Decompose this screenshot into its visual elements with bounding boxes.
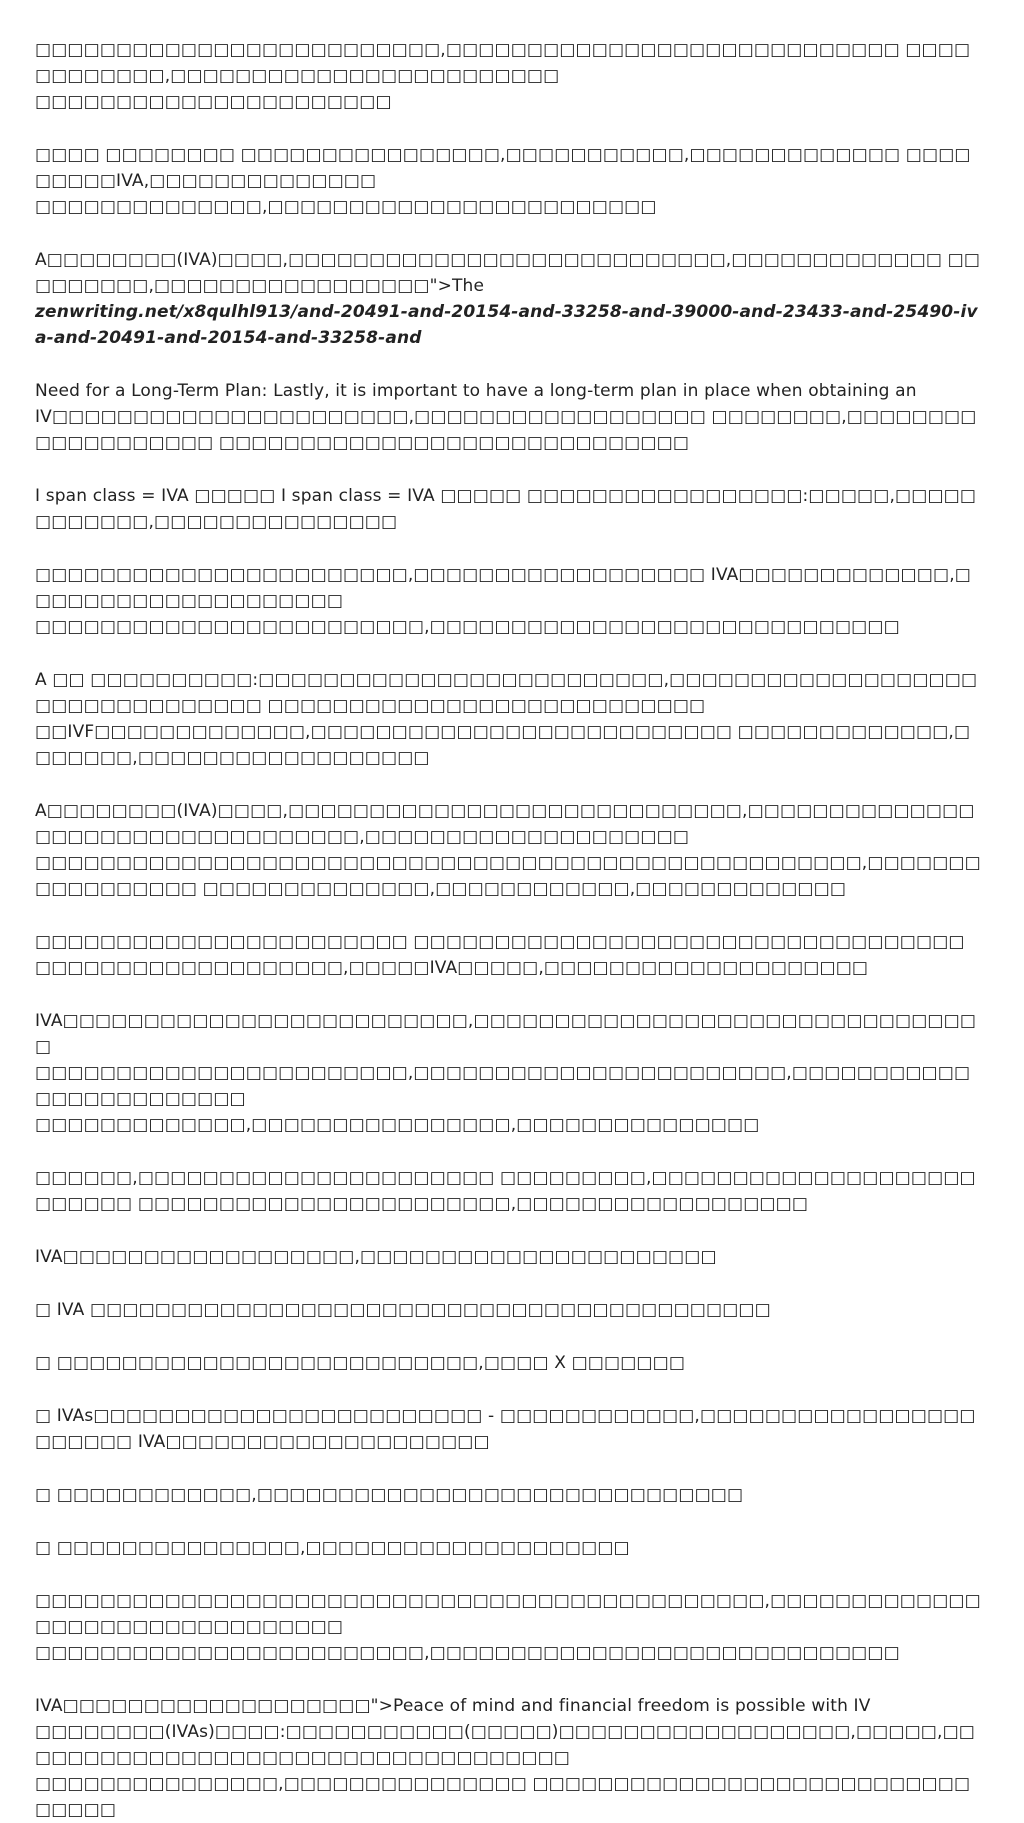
paragraph bbox=[35, 1535, 986, 1561]
paragraph bbox=[35, 1008, 986, 1138]
text-line: A □□ □□□□□□□□□□:□□□□□□□□□□□□□□□□□□□□□□□□□,□□□□□□□□□□□□□□□□□□□□□□□□□□□□□□□□□ □□□□□□□□□□□□□□□□□□□□□□□□□□□ bbox=[35, 670, 978, 716]
text-line: I span class = IVA □□□□□ I span class = IVA □□□□□ □□□□□□□□□□□□□□□□□:□□□□□,□□□□□□□□□□□□,□□□□□□□□□□□□□□□ bbox=[35, 486, 977, 532]
text-line: □□□□□□□□□□□□□□□□□□□□□□□□□□□□□□□□□□□□□□□□□□□□□,□□□□□□□□□□□□□□□□□□□□□□□□□□□□□□□□ bbox=[35, 1591, 981, 1637]
paragraph bbox=[35, 1165, 986, 1217]
paragraph bbox=[35, 798, 986, 902]
paragraph bbox=[35, 37, 986, 115]
text-line: □□□□□□□□□□□□□□□□□□□□□□□□,□□□□□□□□□□□□□□□□□□□□□□□□□□□□□ bbox=[35, 1643, 900, 1663]
paragraph bbox=[35, 483, 986, 535]
paragraph bbox=[35, 1693, 986, 1823]
paragraph bbox=[35, 142, 986, 220]
text-line: □ □□□□□□□□□□□□□□□□□□□□□□□□□□,□□□□ X □□□□□□□ bbox=[35, 1353, 686, 1373]
text-line: □□IVF□□□□□□□□□□□□□,□□□□□□□□□□□□□□□□□□□□□□□□□□ □□□□□□□□□□□□□,□□□□□□□,□□□□□□□□□□□□□□□□□□ bbox=[35, 722, 971, 768]
text-line: □□□□□□□□□□□□□□□□□□□□□□□,□□□□□□□□□□□□□□□□□□ IVA□□□□□□□□□□□□□,□□□□□□□□□□□□□□□□□□□□ bbox=[35, 565, 971, 611]
text-line: □□□□□□□□□□□□□,□□□□□□□□□□□□□□□□,□□□□□□□□□□□□□□□ bbox=[35, 1115, 760, 1135]
text-line: □□□□ □□□□□□□□ □□□□□□□□□□□□□□□□,□□□□□□□□□□□,□□□□□□□□□□□□□ □□□□□□□□□IVA,□□□□□□□□□□□□□□ bbox=[35, 145, 971, 191]
text-line: □□□□□□□□□□□□□□,□□□□□□□□□□□□□□□□□□□□□□□□ bbox=[35, 197, 657, 217]
text-line: □□□□□□□□(IVAs)□□□□:□□□□□□□□□□□(□□□□□)□□□□□□□□□□□□□□□□□□,□□□□□,□□□□□□□□□□□□□□□□□□□□□□□□□□□□□□□□□□□ bbox=[35, 1722, 975, 1768]
text-line: A□□□□□□□□(IVA)□□□□,□□□□□□□□□□□□□□□□□□□□□□□□□□□□,□□□□□□□□□□□□□□ □□□□□□□□□□□□□□□□□□□□,□□□□□□□□□□□□□□□□□□□□ bbox=[35, 801, 975, 847]
text-line: □□□□□□,□□□□□□□□□□□□□□□□□□□□□□ □□□□□□□□□,□□□□□□□□□□□□□□□□□□□□□□□□□□ □□□□□□□□□□□□□□□□□□□□□□□,□□□□□□□□□□□□□□□□□□ bbox=[35, 1168, 976, 1214]
text-line: IVA□□□□□□□□□□□□□□□□□□,□□□□□□□□□□□□□□□□□□□□□□ bbox=[35, 1247, 717, 1267]
url-link[interactable]: zenwriting.net/x8qulhl913/and-20491-and-20154-and-33258-and-39000-and-23433-and-25490-iva-and-20491-and-20154-and-33258-and bbox=[35, 302, 978, 348]
paragraph bbox=[35, 1403, 986, 1455]
text-line: □ □□□□□□□□□□□□,□□□□□□□□□□□□□□□□□□□□□□□□□□□□□□ bbox=[35, 1485, 744, 1505]
paragraph bbox=[35, 562, 986, 640]
paragraph bbox=[35, 1244, 986, 1270]
text-line: □ □□□□□□□□□□□□□□□,□□□□□□□□□□□□□□□□□□□□ bbox=[35, 1538, 630, 1558]
paragraph bbox=[35, 1482, 986, 1508]
paragraph bbox=[35, 1588, 986, 1666]
paragraph bbox=[35, 929, 986, 981]
text-line: IVA□□□□□□□□□□□□□□□□□□□">Peace of mind and financial freedom is possible with IV bbox=[35, 1696, 871, 1716]
text-line: □□□□□□□□□□□□□□□□□□□□□□□ □□□□□□□□□□□□□□□□□□□□□□□□□□□□□□□□□□ □□□□□□□□□□□□□□□□□□□,□□□□□IVA□□□□□,□□□□□□□□□□□□□□□□□□□□ bbox=[35, 932, 965, 978]
text-line: □□□□□□□□□□□□□□□,□□□□□□□□□□□□□□□ □□□□□□□□□□□□□□□□□□□□□□□□□□□□□□□□ bbox=[35, 1774, 971, 1820]
paragraph bbox=[35, 247, 986, 351]
text-line: □□□□□□□□□□□□□□□□□□□□□□ bbox=[35, 92, 392, 112]
text-line: □□□□□□□□□□□□□□□□□□□□□□□□,□□□□□□□□□□□□□□□□□□□□□□□□□□□□□ bbox=[35, 617, 900, 637]
text-line: Need for a Long-Term Plan: Lastly, it is important to have a long-term plan in place when obtaining an bbox=[35, 381, 917, 401]
text-line: □□□□□□□□□□□□□□□□□□□□□□□,□□□□□□□□□□□□□□□□□□□□□□□,□□□□□□□□□□□□□□□□□□□□□□□□ bbox=[35, 1063, 971, 1109]
paragraph bbox=[35, 1297, 986, 1323]
paragraph bbox=[35, 378, 986, 456]
text-line: □ IVAs□□□□□□□□□□□□□□□□□□□□□□□□ - □□□□□□□□□□□□,□□□□□□□□□□□□□□□□□□□□□□□ IVA□□□□□□□□□□□□□□□□□□□□ bbox=[35, 1406, 976, 1452]
text-line: □□□□□□□□□□□□□□□□□□□□□□□□□□□□□□□□□□□□□□□□□□□□□□□□□□□,□□□□□□□□□□□□□□□□□ □□□□□□□□□□□□□□,□□□□□□□□□□□□,□□□□□□□□□□□□□ bbox=[35, 853, 981, 899]
text-line: □□□□□□□□□□□□□□□□□□□□□□□□□,□□□□□□□□□□□□□□□□□□□□□□□□□□□□ □□□□□□□□□□□□,□□□□□□□□□□□□□□□□□□□□□□□□ bbox=[35, 40, 971, 86]
text-line: A□□□□□□□□(IVA)□□□□,□□□□□□□□□□□□□□□□□□□□□□□□□□□,□□□□□□□□□□□□□ □□□□□□□□□,□□□□□□□□□□□□□□□□□">The bbox=[35, 250, 981, 296]
paragraph bbox=[35, 1350, 986, 1376]
text-line: IV□□□□□□□□□□□□□□□□□□□□□□,□□□□□□□□□□□□□□□□□□ □□□□□□□□,□□□□□□□□□□□□□□□□□□□ □□□□□□□□□□□□□□□□□□□□□□□□□□□□□ bbox=[35, 407, 977, 453]
paragraph bbox=[35, 667, 986, 771]
text-line: □ IVA □□□□□□□□□□□□□□□□□□□□□□□□□□□□□□□□□□□□□□□□□□ bbox=[35, 1300, 771, 1320]
text-line: IVA□□□□□□□□□□□□□□□□□□□□□□□□□,□□□□□□□□□□□□□□□□□□□□□□□□□□□□□□□□ bbox=[35, 1011, 977, 1057]
